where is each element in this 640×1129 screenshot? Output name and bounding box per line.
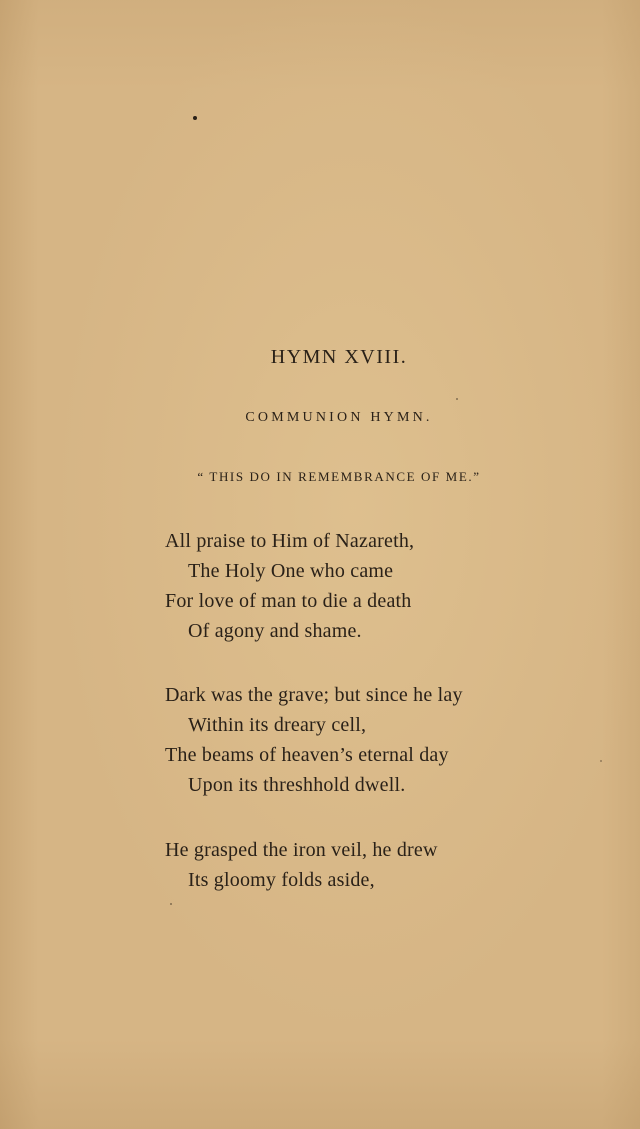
verse-line: He grasped the iron veil, he drew (165, 839, 438, 861)
verse-line: For love of man to die a death (165, 590, 412, 612)
verse-line: Its gloomy folds aside, (188, 869, 375, 891)
hymn-title: COMMUNION HYMN. (245, 410, 433, 425)
verse-line: Within its dreary cell, (188, 714, 367, 736)
ink-speck (600, 760, 602, 762)
ink-speck (456, 398, 458, 400)
verse-line: The Holy One who came (188, 560, 394, 582)
verse-line: All praise to Him of Nazareth, (165, 530, 415, 552)
verse-line: Dark was the grave; but since he lay (165, 684, 463, 706)
hymn-epigraph: “ THIS DO IN REMEMBRANCE OF ME.” (197, 469, 481, 484)
hymn-number-heading: HYMN XVIII. (270, 346, 408, 368)
ink-speck (193, 116, 197, 120)
verse-line: The beams of heaven’s eternal day (165, 744, 449, 766)
verse-line: Upon its threshhold dwell. (188, 774, 406, 796)
ink-speck (170, 903, 172, 905)
verse-line: Of agony and shame. (188, 620, 362, 642)
